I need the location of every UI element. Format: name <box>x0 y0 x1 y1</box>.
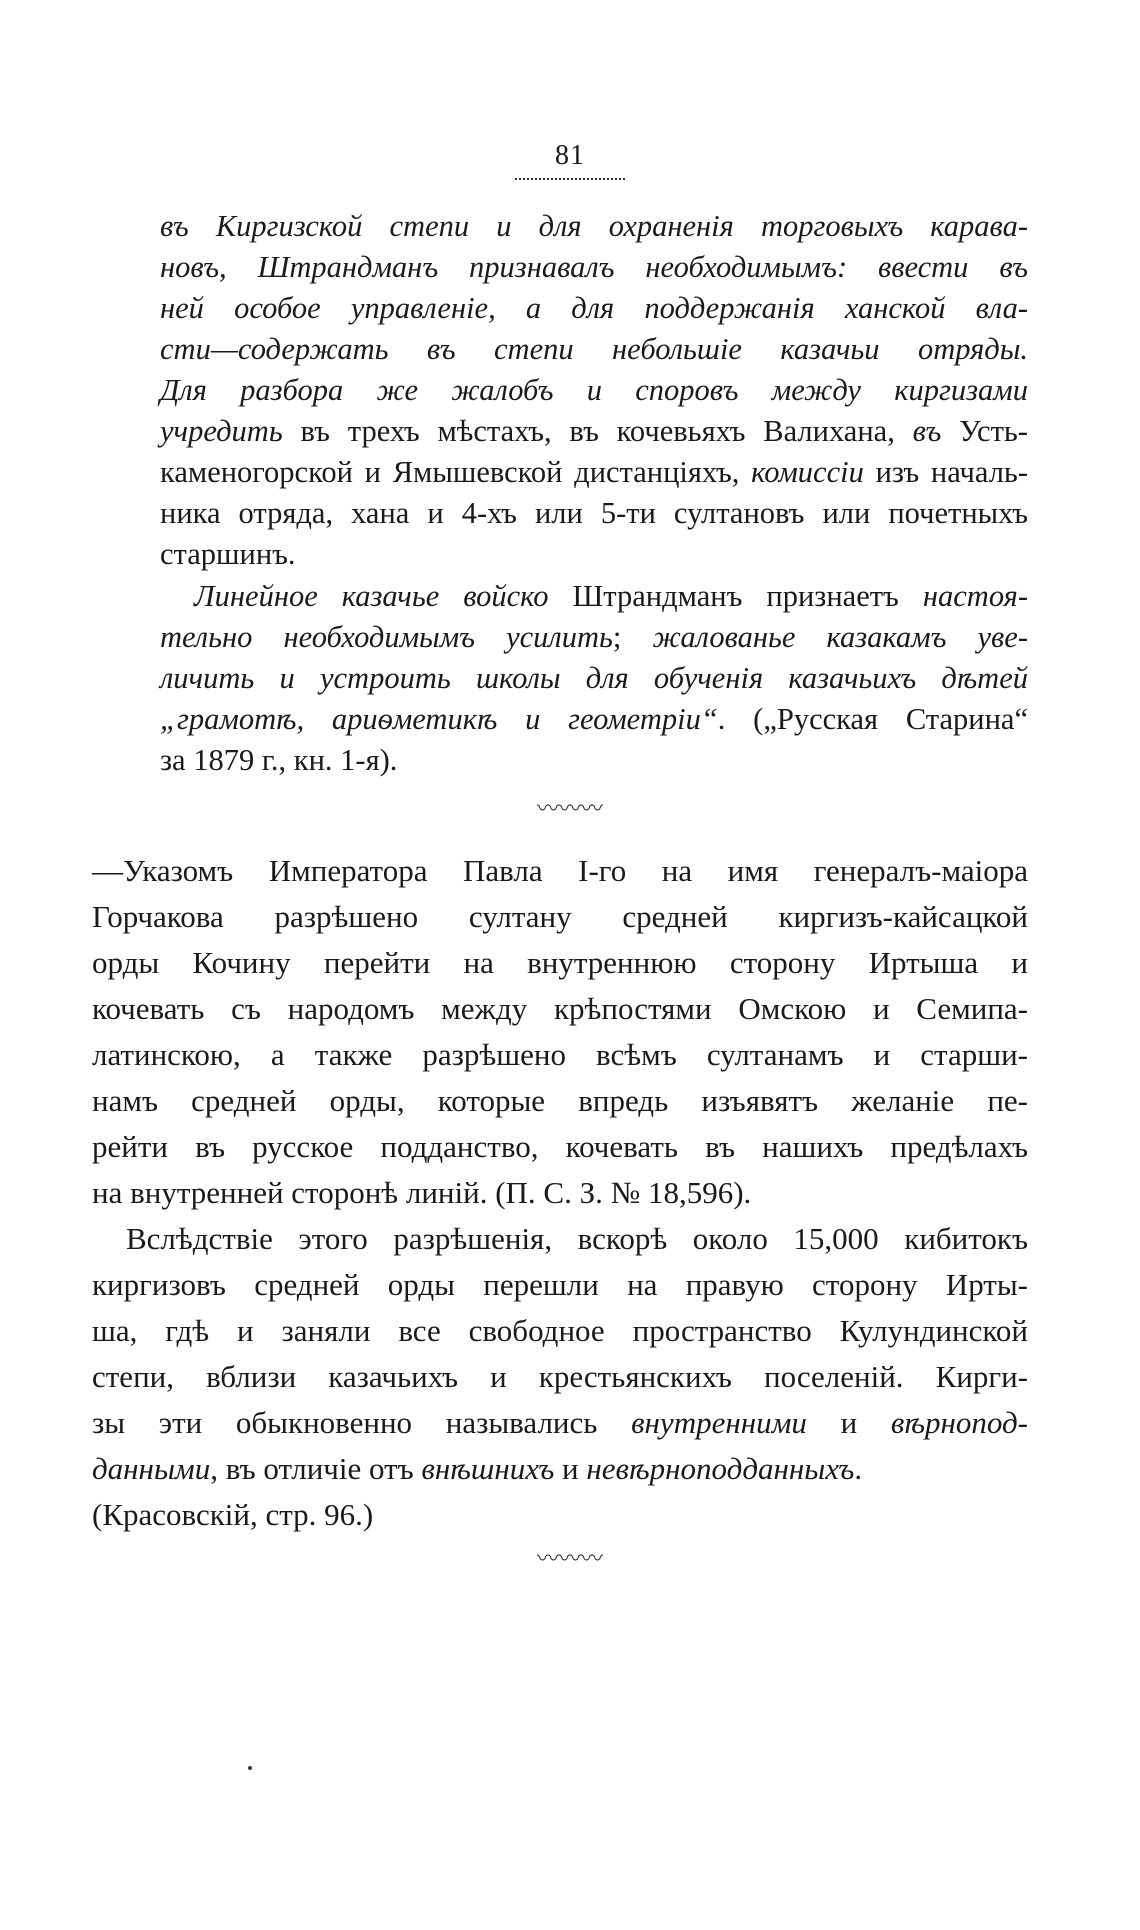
text-span: ша, гдѣ и заняли все свободное пространство Кулундинской <box>92 1313 1028 1348</box>
text-line <box>160 247 1028 288</box>
text-line <box>92 940 1028 986</box>
italic-text: жалованье казакамъ уве- <box>652 620 1028 654</box>
italic-text: внутренними <box>631 1405 807 1440</box>
text-span: Усть- <box>941 414 1028 448</box>
text-span: кочевать съ народомъ между крѣпостями Омскою и Семипа- <box>92 991 1028 1026</box>
paragraph-4 <box>92 1216 1028 1538</box>
italic-text: Линейное казачье войско <box>194 579 549 613</box>
text-span: орды Кочину перейти на внутреннюю сторону Иртыша и <box>92 945 1028 980</box>
italic-text: въ <box>912 414 942 448</box>
paragraph-1 <box>160 206 1028 575</box>
text-line <box>92 1078 1028 1124</box>
italic-text: ней особое управленіе, а для поддержанія ханской вла- <box>160 291 1028 325</box>
text-line <box>160 699 1028 740</box>
text-span: киргизовъ средней орды перешли на правую сторону Ирты- <box>92 1267 1028 1302</box>
text-line <box>92 1354 1028 1400</box>
text-span: степи, вблизи казачьихъ и крестьянскихъ поселеній. Кирги- <box>92 1359 1028 1394</box>
italic-text: учредить <box>160 414 283 448</box>
text-span: , въ отличіе отъ <box>210 1451 422 1486</box>
text-span: (Красовскій, стр. 96.) <box>92 1497 374 1532</box>
page-number: 81 <box>515 140 625 180</box>
text-line <box>160 617 1028 658</box>
text-line <box>92 894 1028 940</box>
italic-text: тельно необходимымъ усилить <box>160 620 613 654</box>
text-span: латинскою, а также разрѣшено всѣмъ султанамъ и старши- <box>92 1037 1028 1072</box>
text-line <box>160 452 1028 493</box>
text-line <box>92 1446 1028 1492</box>
text-line <box>160 493 1028 534</box>
text-span: —Указомъ Императора Павла I-го на имя генералъ-маіора <box>92 853 1028 888</box>
section-divider-ornament: 〰〰〰 <box>536 796 603 821</box>
italic-text: данными <box>92 1451 211 1486</box>
text-line <box>160 658 1028 699</box>
text-line <box>160 740 1028 781</box>
text-line <box>92 1124 1028 1170</box>
text-line <box>160 576 1028 617</box>
text-line <box>92 848 1028 894</box>
italic-text: сти—содержать въ степи небольшіе казачьи отряды. <box>160 332 1028 366</box>
text-line <box>92 1216 1028 1262</box>
text-span: ; <box>612 620 653 654</box>
text-span: . („Русская Старина“ <box>717 702 1028 736</box>
text-line <box>160 411 1028 452</box>
print-speck <box>248 1766 252 1770</box>
text-span: намъ средней орды, которые впредь изъявятъ желаніе пе- <box>92 1083 1028 1118</box>
text-line <box>92 1400 1028 1446</box>
text-span: каменогорской и Ямышевской дистанціяхъ, <box>160 455 752 489</box>
text-line <box>92 986 1028 1032</box>
italic-text: новъ, Штрандманъ признавалъ необходимымъ: ввести въ <box>160 250 1028 284</box>
text-line <box>92 1308 1028 1354</box>
text-line <box>92 1170 1028 1216</box>
text-span: рейти въ русское подданство, кочевать въ нашихъ предѣлахъ <box>92 1129 1028 1164</box>
text-span: зы эти обыкновенно назывались <box>92 1405 632 1440</box>
section-divider-ornament: 〰〰〰 <box>536 1546 603 1571</box>
text-line <box>160 206 1028 247</box>
text-line <box>92 1032 1028 1078</box>
italic-text: личить и устроить школы для обученія казачьихъ дѣтей <box>160 661 1028 695</box>
text-span: изъ началь- <box>863 455 1028 489</box>
italic-text: „грамотѣ, ариѳметикѣ и геометріи“ <box>160 702 718 736</box>
text-span: ника отряда, хана и 4-хъ или 5-ти султановъ или почетныхъ <box>160 496 1028 530</box>
text-span: за 1879 г., кн. 1-я). <box>160 743 398 777</box>
paragraph-2 <box>160 576 1028 781</box>
text-span: и <box>554 1451 587 1486</box>
text-line <box>92 1262 1028 1308</box>
paragraph-3 <box>92 848 1028 1216</box>
text-span: . <box>854 1451 863 1486</box>
text-span: на внутренней сторонѣ линій. (П. С. З. № 18,596). <box>92 1175 752 1210</box>
italic-text: Для разбора же жалобъ и споровъ между киргизами <box>160 373 1028 407</box>
text-line <box>160 329 1028 370</box>
text-span: въ трехъ мѣстахъ, въ кочевьяхъ Валихана, <box>282 414 913 448</box>
text-line <box>160 288 1028 329</box>
text-span: Штрандманъ признаетъ <box>548 579 923 613</box>
text-span: Вслѣдствіе этого разрѣшенія, вскорѣ около 15,000 кибитокъ <box>126 1221 1028 1256</box>
text-span: и <box>806 1405 891 1440</box>
italic-text: въ Киргизской степи и для охраненія торговыхъ карава- <box>160 209 1028 243</box>
italic-text: настоя- <box>922 579 1029 613</box>
italic-text: внѣшнихъ <box>421 1451 555 1486</box>
text-span: Горчакова разрѣшено султану средней киргизъ-кайсацкой <box>92 899 1028 934</box>
text-line <box>160 370 1028 411</box>
text-line <box>92 1492 1028 1538</box>
italic-text: комиссіи <box>751 455 864 489</box>
page-header <box>0 140 1140 180</box>
italic-text: вѣрнопод- <box>890 1405 1028 1440</box>
text-line <box>160 534 1028 575</box>
text-span: старшинъ. <box>160 537 296 571</box>
italic-text: невѣрноподданныхъ <box>586 1451 855 1486</box>
